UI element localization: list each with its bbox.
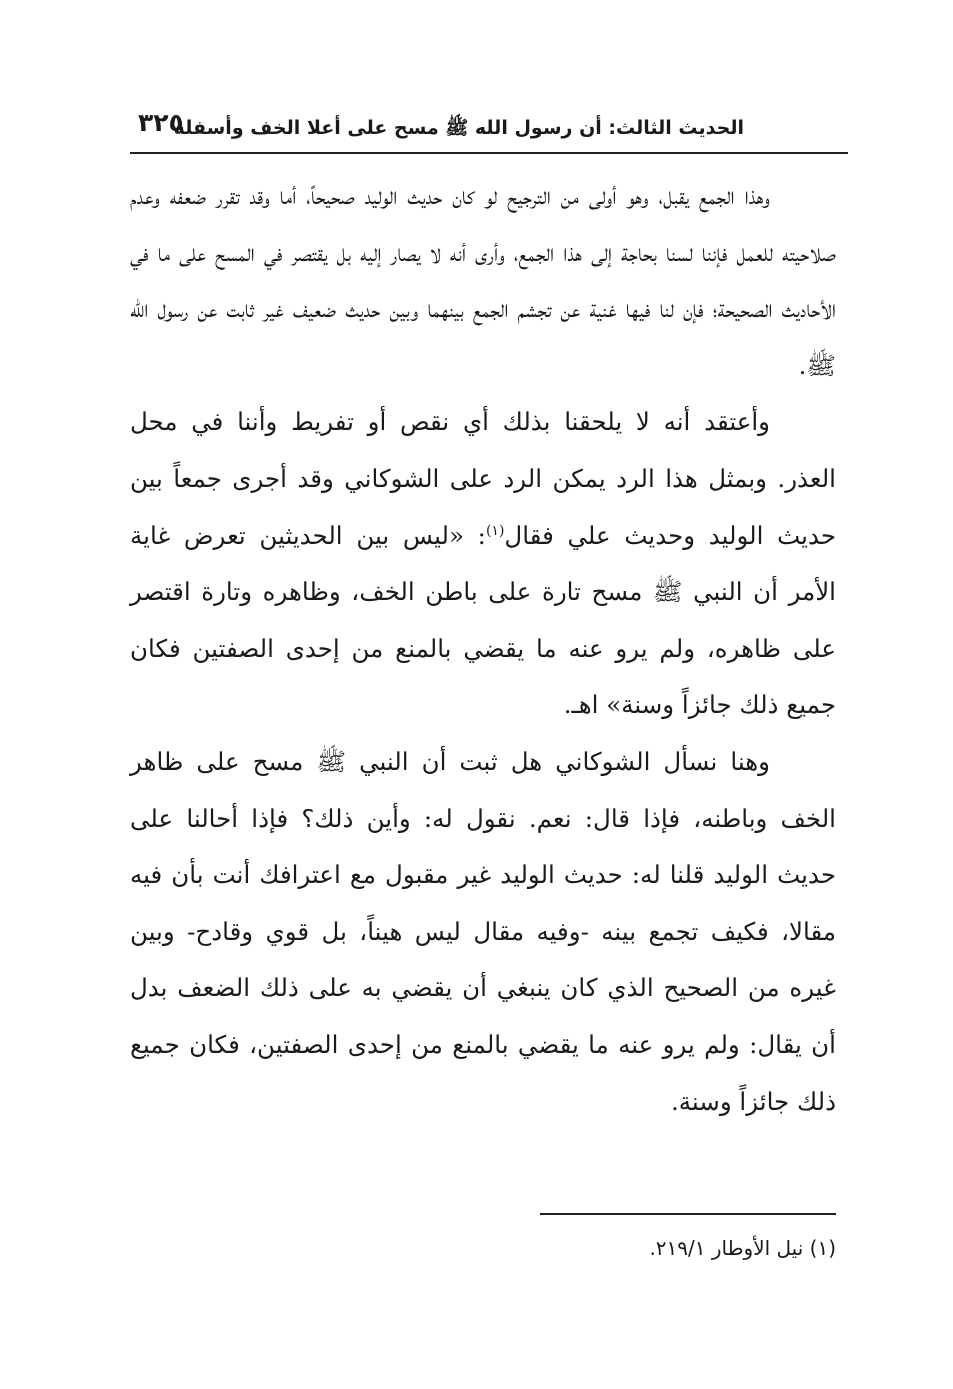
- running-header: [130, 106, 848, 154]
- page-number: ٣٢٥: [138, 108, 184, 137]
- footnote-divider: [540, 1213, 836, 1215]
- paragraph-2: [130, 394, 836, 734]
- paragraph-1: [130, 168, 836, 394]
- paragraph-3: [130, 734, 836, 1130]
- paragraph-text-quote: : «ليس بين الحديثين تعرض غاية الأمر أن النبي ﷺ مسح تارة على باطن الخف، وظاهره وتارة اقتصر على ظاهره، ولم يرو عنه ما يقضي بالمنع من إحدى الصفتين فكان جميع ذلك جائزاً وسنة» اهـ.: [130, 520, 836, 720]
- footnote-reference: (١): [485, 522, 505, 539]
- paragraph-text: وأعتقد أنه لا يلحقنا بذلك أي نقص أو تفريط وأننا في محل العذر. وبمثل هذا الرد يمكن الرد على الشوكاني وقد أجرى جمعاً بين حديث الوليد وحديث علي فقال: [130, 407, 836, 550]
- chapter-title: الحديث الثالث: أن رسول الله ﷺ مسح على أعلا الخف وأسفله: [173, 117, 744, 139]
- paragraph-text: وهذا الجمع يقبل، وهو أولى من الترجيح لو كان حديث الوليد صحيحاً، أما وقد تقرر ضعفه وعدم صلاحيته للعمل فإننا لسنا بحاجة إلى هذا الجمع، وأرى أنه لا يصار إليه بل يقتصر في المسح على ما في الأحاديث الصحيحة؛ فإن لنا فيها غنية عن تجشم الجمع بينهما وبين حديث ضعيف غير ثابت عن رسول الله ﷺ.: [130, 181, 836, 380]
- footnote-1: (١) نيل الأوطار ٢١٩/١.: [649, 1236, 836, 1260]
- paragraph-text: وهنا نسأل الشوكاني هل ثبت أن النبي ﷺ مسح على ظاهر الخف وباطنه، فإذا قال: نعم. نقول له: وأين ذلك؟ فإذا أحالنا على حديث الوليد قلنا له: حديث الوليد غير مقبول مع اعترافك أنت بأن فيه مقالا، فكيف تجمع بينه -وفيه مقال ليس هيناً، بل قوي وقادح- وبين غيره من الصحيح الذي كان ينبغي أن يقضي به على ذلك الضعف بدل أن يقال: ولم يرو عنه ما يقضي بالمنع من إحدى الصفتين، فكان جميع ذلك جائزاً وسنة.: [130, 746, 836, 1116]
- body-text: [130, 168, 836, 1130]
